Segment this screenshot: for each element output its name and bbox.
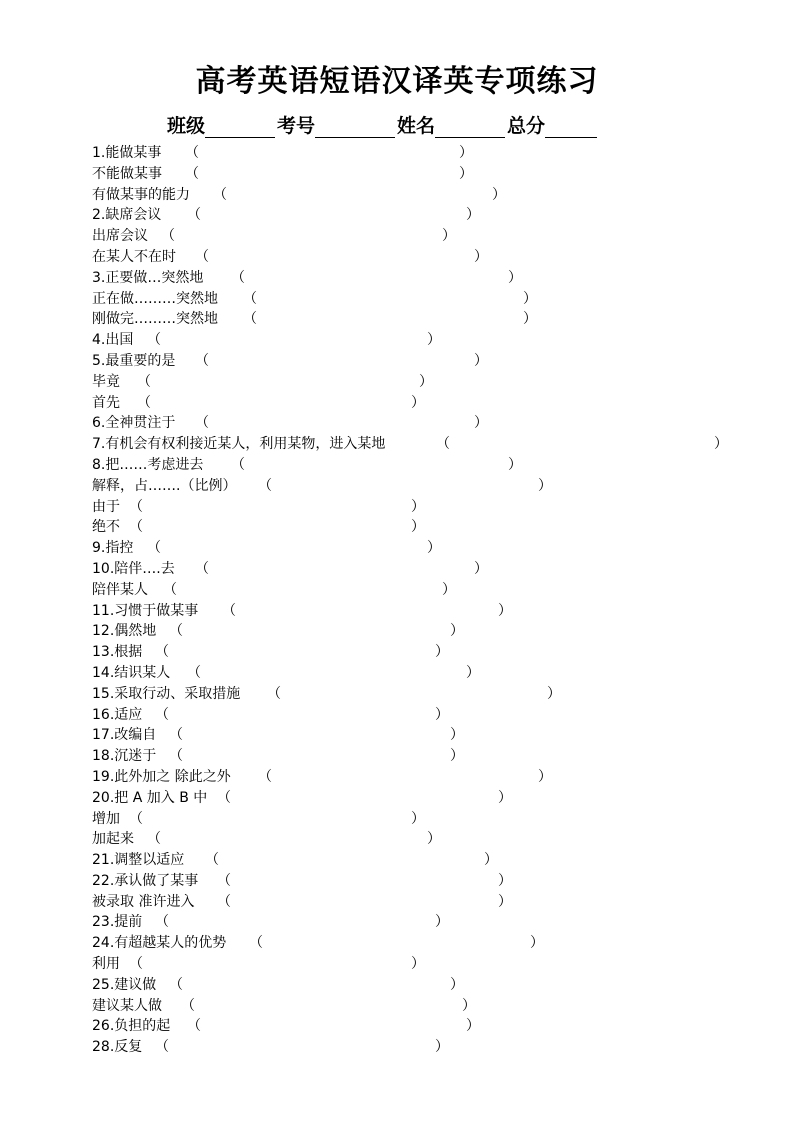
exercise-prompt: 23.提前	[92, 914, 143, 931]
answer-close-paren[interactable]: ）	[450, 623, 464, 640]
exercise-item	[92, 746, 782, 767]
answer-open-paren[interactable]: （	[147, 831, 161, 848]
exercise-item	[92, 580, 782, 601]
answer-close-paren[interactable]: ）	[411, 810, 425, 827]
answer-close-paren[interactable]: ）	[498, 872, 512, 889]
exercise-prompt: 16.适应	[92, 706, 143, 723]
answer-close-paren[interactable]: ）	[466, 664, 480, 681]
answer-open-paren[interactable]: （	[155, 706, 169, 723]
exercise-item	[92, 143, 782, 164]
answer-close-paren[interactable]: ）	[435, 706, 449, 723]
answer-close-paren[interactable]: ）	[450, 976, 464, 993]
answer-open-paren[interactable]: （	[258, 768, 272, 785]
student-info-line	[167, 112, 599, 138]
answer-open-paren[interactable]: （	[161, 228, 175, 245]
exercise-prompt: 增加	[92, 810, 120, 827]
answer-close-paren[interactable]: ）	[714, 436, 728, 453]
exercise-item	[92, 933, 782, 954]
exercise-prompt: 24.有超越某人的优势	[92, 935, 227, 952]
answer-close-paren[interactable]: ）	[411, 498, 425, 515]
answer-open-paren[interactable]: （	[187, 664, 201, 681]
answer-close-paren[interactable]: ）	[498, 602, 512, 619]
exercise-item	[92, 829, 782, 850]
answer-close-paren[interactable]: ）	[474, 352, 488, 369]
name-blank[interactable]	[435, 117, 505, 138]
answer-close-paren[interactable]: ）	[427, 332, 441, 349]
score-label: 总分	[507, 115, 546, 137]
answer-open-paren[interactable]: （	[129, 810, 143, 827]
answer-close-paren[interactable]: ）	[492, 186, 506, 203]
answer-close-paren[interactable]: ）	[411, 519, 425, 536]
exercise-prompt: 28.反复	[92, 1039, 143, 1056]
answer-open-paren[interactable]: （	[147, 332, 161, 349]
exercise-prompt: 建议某人做	[92, 997, 162, 1014]
answer-open-paren[interactable]: （	[187, 207, 201, 224]
exercise-item	[92, 351, 782, 372]
exercise-item	[92, 413, 782, 434]
answer-open-paren[interactable]: （	[187, 1018, 201, 1035]
answer-close-paren[interactable]: ）	[459, 145, 473, 161]
exercise-prompt: 被录取 准许进入	[92, 893, 195, 910]
answer-close-paren[interactable]: ）	[484, 852, 498, 869]
exercise-prompt: 加起来	[92, 831, 134, 848]
answer-close-paren[interactable]: ）	[508, 269, 522, 286]
answer-close-paren[interactable]: ）	[450, 748, 464, 765]
exercise-prompt: 22.承认做了某事	[92, 872, 199, 889]
answer-open-paren[interactable]: （	[169, 748, 183, 765]
exercise-item	[92, 663, 782, 684]
exercise-item	[92, 684, 782, 705]
exercise-item	[92, 476, 782, 497]
answer-open-paren[interactable]: （	[205, 852, 219, 869]
answer-close-paren[interactable]: ）	[427, 831, 441, 848]
answer-open-paren[interactable]: （	[181, 997, 195, 1014]
exercise-item	[92, 871, 782, 892]
exercise-prompt: 5.最重要的是	[92, 352, 176, 369]
exercise-prompt: 10.陪伴….去	[92, 560, 175, 577]
answer-close-paren[interactable]: ）	[538, 768, 552, 785]
answer-close-paren[interactable]: ）	[442, 581, 456, 598]
answer-close-paren[interactable]: ）	[419, 373, 433, 390]
answer-open-paren[interactable]: （	[137, 394, 151, 411]
answer-open-paren[interactable]: （	[155, 644, 169, 661]
exercise-item	[92, 497, 782, 518]
answer-close-paren[interactable]: ）	[427, 540, 441, 557]
exercise-item	[92, 1037, 782, 1058]
answer-close-paren[interactable]: ）	[498, 789, 512, 806]
exercise-item	[92, 289, 782, 310]
answer-open-paren[interactable]: （	[169, 623, 183, 640]
exercise-prompt: 正在做………突然地	[92, 290, 218, 307]
exam-number-blank[interactable]	[315, 117, 395, 138]
answer-open-paren[interactable]: （	[436, 436, 450, 453]
answer-close-paren[interactable]: ）	[474, 248, 488, 265]
answer-open-paren[interactable]: （	[129, 956, 143, 973]
answer-open-paren[interactable]: （	[155, 914, 169, 931]
exercise-prompt: 4.出国	[92, 332, 134, 349]
exercise-prompt: 利用	[92, 956, 120, 973]
exercise-item	[92, 434, 782, 455]
answer-close-paren[interactable]: ）	[474, 560, 488, 577]
exercise-item	[92, 892, 782, 913]
class-blank[interactable]	[205, 117, 275, 138]
answer-close-paren[interactable]: ）	[450, 727, 464, 744]
answer-open-paren[interactable]: （	[129, 519, 143, 536]
exercise-item	[92, 538, 782, 559]
exercise-item	[92, 559, 782, 580]
exercise-prompt: 15.采取行动、采取措施	[92, 685, 241, 702]
exercise-item	[92, 996, 782, 1017]
answer-close-paren[interactable]: ）	[466, 207, 480, 224]
exercise-item	[92, 268, 782, 289]
exercise-item	[92, 1016, 782, 1037]
exercise-prompt: 解释，占…….（比例）	[92, 477, 237, 494]
exercise-prompt: 14.结识某人	[92, 664, 171, 681]
exercise-item	[92, 788, 782, 809]
answer-close-paren[interactable]: ）	[508, 456, 522, 473]
exercise-prompt: 13.根据	[92, 644, 143, 661]
answer-open-paren[interactable]: （	[129, 498, 143, 515]
answer-close-paren[interactable]: ）	[462, 997, 476, 1014]
exercise-item	[92, 330, 782, 351]
answer-open-paren[interactable]: （	[231, 269, 245, 286]
score-field	[507, 114, 599, 138]
exercise-prompt: 19.此外加之 除此之外	[92, 768, 231, 785]
exercise-item	[92, 309, 782, 330]
exercise-prompt: 8.把……考虑进去	[92, 456, 204, 473]
exercise-prompt: 在某人不在时	[92, 248, 176, 265]
exercise-item	[92, 912, 782, 933]
exercise-item	[92, 705, 782, 726]
answer-open-paren[interactable]: （	[185, 165, 199, 182]
answer-open-paren[interactable]: （	[155, 1039, 169, 1056]
exercise-item	[92, 517, 782, 538]
exercise-prompt: 2.缺席会议	[92, 207, 162, 224]
exercise-prompt: 首先	[92, 394, 120, 411]
answer-close-paren[interactable]: ）	[547, 685, 561, 702]
class-label: 班级	[167, 115, 206, 137]
exercise-item	[92, 164, 782, 185]
exercise-prompt: 3.正要做…突然地	[92, 269, 204, 286]
answer-open-paren[interactable]: （	[231, 456, 245, 473]
exercise-prompt: 由于	[92, 498, 120, 515]
answer-open-paren[interactable]: （	[195, 248, 209, 265]
answer-close-paren[interactable]: ）	[523, 290, 537, 307]
exercise-item	[92, 954, 782, 975]
exercise-item	[92, 975, 782, 996]
answer-open-paren[interactable]: （	[147, 540, 161, 557]
answer-open-paren[interactable]: （	[169, 727, 183, 744]
answer-close-paren[interactable]: ）	[523, 311, 537, 328]
answer-open-paren[interactable]: （	[169, 976, 183, 993]
exercise-prompt: 毕竟	[92, 373, 120, 390]
answer-open-paren[interactable]: （	[163, 581, 177, 598]
answer-close-paren[interactable]: ）	[442, 228, 456, 245]
score-blank[interactable]	[545, 117, 597, 138]
exercise-item	[92, 621, 782, 642]
answer-open-paren[interactable]: （	[249, 935, 263, 952]
answer-close-paren[interactable]: ）	[435, 1039, 449, 1056]
answer-close-paren[interactable]: ）	[411, 956, 425, 973]
exercise-prompt: 11.习惯于做某事	[92, 602, 199, 619]
exercise-prompt: 刚做完………突然地	[92, 311, 218, 328]
exercise-prompt: 20.把 A 加入 B 中	[92, 789, 208, 806]
exercise-item	[92, 393, 782, 414]
answer-close-paren[interactable]: ）	[538, 477, 552, 494]
answer-open-paren[interactable]: （	[195, 560, 209, 577]
exercise-prompt: 出席会议	[92, 228, 148, 245]
exercise-prompt: 1.能做某事	[92, 145, 162, 161]
exercise-prompt: 有做某事的能力	[92, 186, 190, 203]
exercise-item	[92, 809, 782, 830]
exercise-item	[92, 455, 782, 476]
exercise-prompt: 26.负担的起	[92, 1018, 171, 1035]
exercise-prompt: 绝不	[92, 519, 120, 536]
exercise-item	[92, 767, 782, 788]
class-field	[167, 114, 277, 138]
name-label: 姓名	[397, 115, 436, 137]
answer-close-paren[interactable]: ）	[435, 644, 449, 661]
answer-close-paren[interactable]: ）	[459, 165, 473, 182]
exercise-prompt: 18.沉迷于	[92, 748, 157, 765]
answer-open-paren[interactable]: （	[217, 872, 231, 889]
exercise-item	[92, 601, 782, 622]
exercise-list	[92, 143, 782, 1058]
exercise-prompt: 不能做某事	[92, 165, 162, 182]
exercise-prompt: 6.全神贯注于	[92, 415, 176, 432]
answer-close-paren[interactable]: ）	[466, 1018, 480, 1035]
answer-open-paren[interactable]: （	[195, 415, 209, 432]
answer-close-paren[interactable]: ）	[498, 893, 512, 910]
answer-open-paren[interactable]: （	[195, 352, 209, 369]
answer-close-paren[interactable]: ）	[530, 935, 544, 952]
exercise-prompt: 7.有机会有权利接近某人，利用某物，进入某地	[92, 436, 386, 453]
answer-open-paren[interactable]: （	[243, 311, 257, 328]
answer-open-paren[interactable]: （	[217, 789, 231, 806]
exercise-item	[92, 226, 782, 247]
exercise-item	[92, 247, 782, 268]
answer-close-paren[interactable]: ）	[474, 415, 488, 432]
answer-open-paren[interactable]: （	[267, 685, 281, 702]
exercise-prompt: 12.偶然地	[92, 623, 157, 640]
exercise-prompt: 17.改编自	[92, 727, 157, 744]
exam-number-label: 考号	[277, 115, 316, 137]
answer-open-paren[interactable]: （	[185, 145, 199, 161]
answer-open-paren[interactable]: （	[258, 477, 272, 494]
exercise-item	[92, 642, 782, 663]
exercise-item	[92, 850, 782, 871]
exercise-prompt: 9.指控	[92, 540, 134, 557]
page-title: 高考英语短语汉译英专项练习	[195, 64, 599, 99]
answer-open-paren[interactable]: （	[222, 602, 236, 619]
answer-close-paren[interactable]: ）	[435, 914, 449, 931]
answer-open-paren[interactable]: （	[243, 290, 257, 307]
answer-open-paren[interactable]: （	[137, 373, 151, 390]
answer-open-paren[interactable]: （	[213, 186, 227, 203]
exercise-prompt: 陪伴某人	[92, 581, 148, 598]
answer-close-paren[interactable]: ）	[411, 394, 425, 411]
exam-number-field	[277, 114, 397, 138]
exercise-prompt: 21.调整以适应	[92, 852, 185, 869]
answer-open-paren[interactable]: （	[217, 893, 231, 910]
exercise-prompt: 25.建议做	[92, 976, 157, 993]
name-field	[397, 114, 507, 138]
exercise-item	[92, 185, 782, 206]
exercise-item	[92, 725, 782, 746]
exercise-item	[92, 372, 782, 393]
exercise-item	[92, 205, 782, 226]
